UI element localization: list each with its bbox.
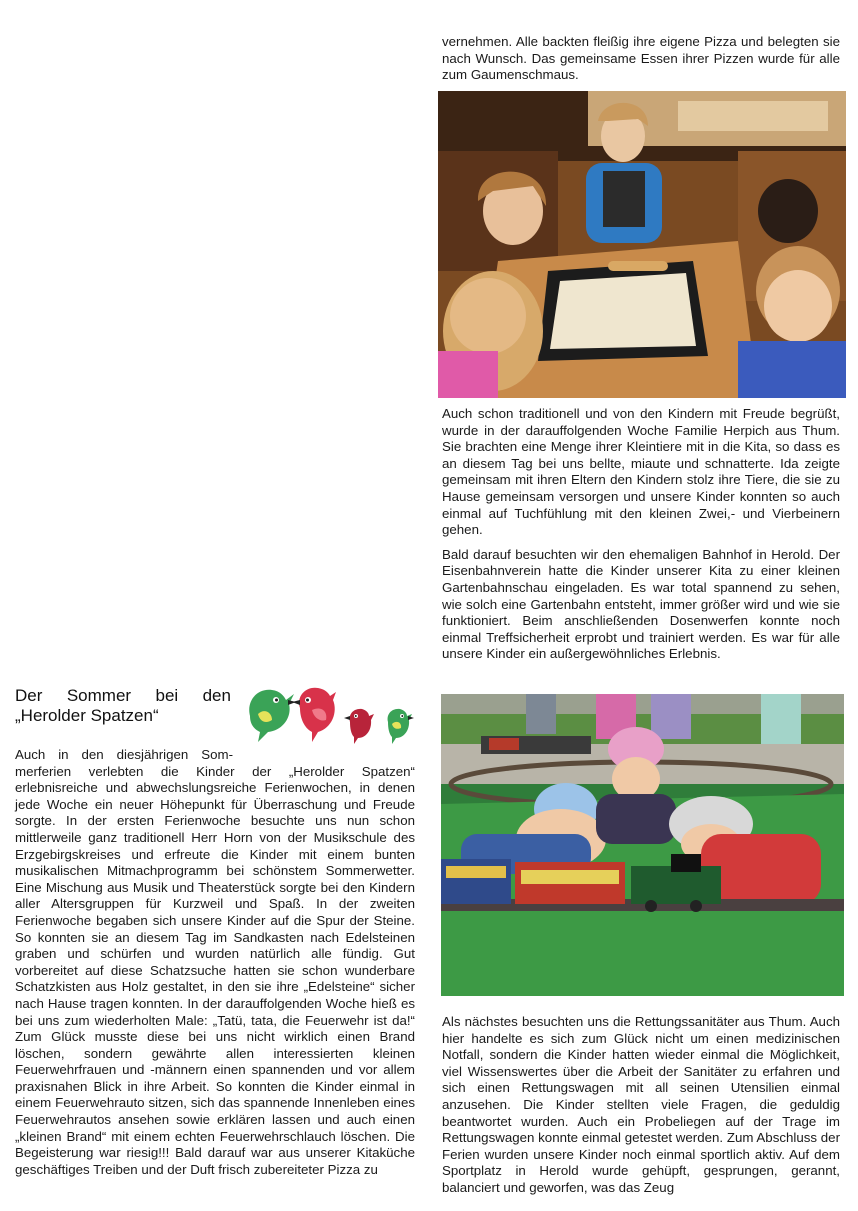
- green-bird-icon: [249, 690, 296, 742]
- sparrow-birds-illustration: [238, 678, 420, 748]
- small-green-bird-icon: [388, 709, 414, 744]
- left-first-line: Auch in den diesjährigen Som-: [15, 747, 233, 762]
- pizza-paragraph: vernehmen. Alle backten fleißig ihre eigene Pizza und belegten sie nach Wunsch. Das gemeinsame Essen ihrer Pizzen wurde für alle zum Gaumenschmaus.: [442, 34, 840, 83]
- train-paragraph: Bald darauf besuchten wir den ehemaligen Bahnhof in Herold. Der Eisenbahnverein hatte die Kinder unserer Kita zu einer kleinen Gartenbahnschau eingeladen. Es war total spannend zu sehen, wie solch eine Gartenbahn entsteht, immer größer wird und wie sie funktioniert. Beim anschließenden Dosenwerfen konnte noch einmal Treffsicherheit erprobt und trainiert werden. Es war für alle unsere Kinder ein außergewöhnliches Erlebnis.: [442, 546, 840, 662]
- right-column-bottom: [442, 1014, 840, 1205]
- left-body: merferien verlebten die Kinder der „Herolder Spatzen“ erlebnisreiche und abwechslungsreiche Ferienwochen, in denen jede Woche ein neuer Höhepunkt für Überraschung und Freude sorgte. In der ersten Ferienwoche besuchte uns nun schon mittlerweile ganz traditionell Herr Horn von der Musikschule des Erzgebirgskreises und erfreute die Kinder mit einem bunten musikalischen Mitmachprogramm bei schönstem Sommerwetter. Eine Mischung aus Musik und Theaterstück sorgte bei den Kindern aller Altersgruppen für Kurzweil und Spaß. In der zweiten Ferienwoche begaben sich unsere Kinder auf die Spur der Steine. So konnten sie an diesem Tag im Sandkasten nach Edelsteinen graben und schürfen und wurden natürlich alle fündig. Gut vorbereitet auf diese Schatzsuche hatten sie schon wunderbare Schatzkisten aus Holz gestaltet, in den sie ihre „Edelsteine“ sicher nach Hause tragen konnten. In der darauffolgenden Woche hieß es bei uns zum wiederholten Male: „Tatü, tata, die Feuerwehr ist da!“ Zum Glück musste diese bei uns nicht wirklich einen Brand löschen, sondern gewährte allen interessierten kleinen Feuerwehrfrauen und -männern einen spannenden und vor allem praxisnahen Blick in ihre Arbeit. So konnten die Kinder einmal in einem Feuerwehrauto sitzen, sich das spannende Innenleben eines Feuerwehrautos ansehen sowie erklären lassen und auch einen „kleinen Brand“ mit einem echten Feuerwehrschlauch löschen. Die Begeisterung war riesig!!! Bald darauf war aus unserer Kitaküche geschäftiges Treiben und der Duft frisch zubereiteter Pizza zu: [15, 763, 415, 1177]
- photo-children-baking-pizza: [438, 91, 846, 398]
- red-bird-icon: [292, 688, 336, 742]
- title-line-2: „Herolder Spatzen“: [15, 706, 159, 725]
- animals-paragraph: Auch schon traditionell und von den Kindern mit Freude begrüßt, wurde in der darauffolgenden Woche Familie Herpich aus Thum. Sie brachten eine Menge ihrer Kleintiere mit in die Kita, so dass es an diesem Tag bei uns bellte, miaute und schnatterte. Ida zeigte gemeinsam mit ihren Eltern den Kindern stolz ihre Tiere, die sie zu Hause gemeinsam versorgen und unsere Kinder konnten so auch einmal auf Tuchfühlung mit den kleinen Zwei,- und Vierbeinern gehen.: [442, 406, 840, 538]
- article-title: [15, 686, 231, 726]
- right-column-top: [442, 34, 840, 92]
- right-column-middle: [442, 406, 840, 671]
- paramedics-paragraph: Als nächstes besuchten uns die Rettungssanitäter aus Thum. Auch hier handelte es sich zum Glück nicht um einen medizinischen Notfall, sondern die Kinder hatten wieder einmal die Möglichkeit, viel Wissenswertes über die Arbeit der Sanitäter zu erfahren und sich einen Rettungswagen mit all seinen Utensilien einmal anzusehen. Die Kinder stellten viele Fragen, die geduldig beantwortet wurden. Auch ein Probeliegen auf der Trage im Rettungswagen konnte einmal getestet werden. Zum Abschluss der Ferien wurden unsere Kinder noch einmal sportlich aktiv. Auf dem Sportplatz in Herold wurde gehüpft, gesprungen, gerannt, balanciert und geworfen, was das Zeug: [442, 1014, 840, 1195]
- photo-children-garden-train: [441, 694, 844, 996]
- title-line-1: Der Sommer bei den: [15, 686, 231, 705]
- article-text-left: [15, 747, 415, 1178]
- small-red-bird-icon: [344, 709, 374, 744]
- left-column: [15, 686, 415, 1178]
